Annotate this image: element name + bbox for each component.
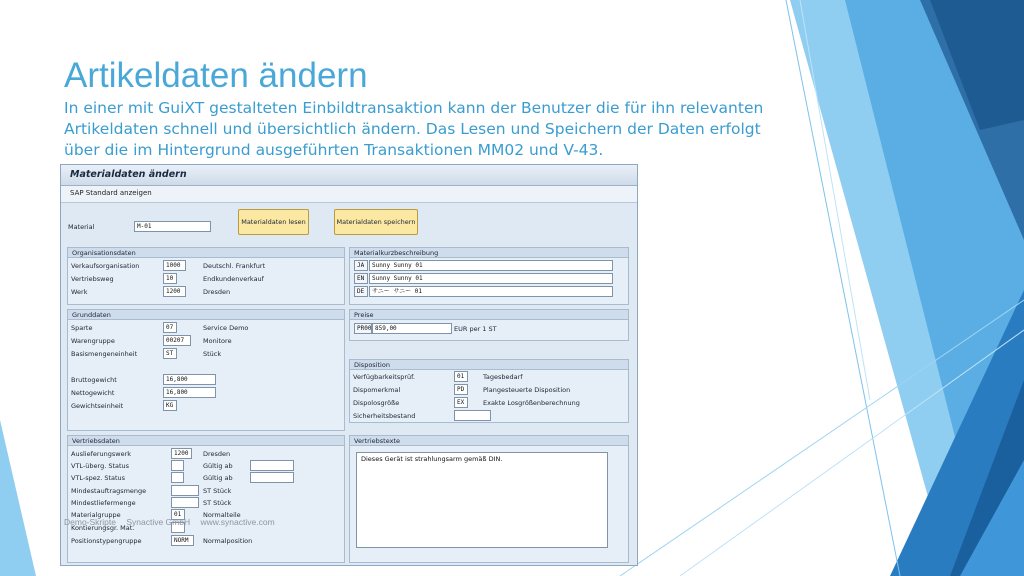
mrp-value[interactable]: EX (454, 397, 468, 408)
price-condition: PR00 (354, 323, 372, 334)
basic-label: Gewichtseinheit (71, 402, 124, 410)
org-label: Verkaufsorganisation (71, 262, 140, 270)
mrp-title: Disposition (354, 361, 390, 369)
sales-value[interactable]: 1200 (171, 448, 192, 459)
price-input[interactable]: 859,00 (372, 323, 452, 334)
org-data-group (67, 247, 345, 305)
sales-value[interactable]: NORM (171, 535, 194, 546)
sales-text: ST Stück (203, 499, 232, 507)
sales-value[interactable] (171, 485, 199, 496)
desc-input[interactable]: Sunny Sunny 01 (369, 273, 613, 284)
price-unit: EUR per 1 ST (454, 325, 497, 333)
valid-from-input[interactable] (250, 472, 294, 483)
footer (64, 517, 283, 527)
sap-title-bar (61, 165, 637, 186)
sales-data-title: Vertriebsdaten (72, 437, 120, 445)
basic-text: Service Demo (203, 324, 249, 332)
basic-data-group (67, 309, 345, 431)
mrp-text: Plangesteuerte Disposition (483, 386, 571, 394)
lang-key: EN (354, 273, 368, 284)
sales-label: Auslieferungswerk (71, 450, 132, 458)
sales-data-group (67, 435, 345, 563)
mrp-value[interactable]: PD (454, 384, 468, 395)
price-title: Preise (354, 311, 374, 319)
lang-key: JA (354, 260, 368, 271)
basic-value[interactable]: 07 (163, 322, 177, 333)
sales-text: Normalposition (203, 537, 253, 545)
price-group (349, 309, 629, 341)
basic-value[interactable]: 16,800 (163, 387, 216, 398)
sales-text: ST Stück (203, 487, 232, 495)
basic-data-title: Grunddaten (72, 311, 111, 319)
desc-input[interactable]: Sunny Sunny 01 (369, 260, 613, 271)
footer-url[interactable]: www.synactive.com (200, 517, 275, 527)
sales-label: Positionstypengruppe (71, 537, 142, 545)
basic-value[interactable]: 00207 (163, 335, 191, 346)
sales-label: Mindestliefermenge (71, 499, 136, 507)
sales-value[interactable] (171, 497, 199, 508)
slide-title: Artikeldaten ändern (64, 56, 368, 95)
sales-text: Dresden (203, 450, 231, 458)
sales-label: VTL-überg. Status (71, 462, 130, 470)
basic-label: Bruttogewicht (71, 376, 117, 384)
sales-text: Gültig ab (203, 462, 233, 470)
sales-texts-title: Vertriebstexte (354, 437, 400, 445)
sales-label: Mindestauftragsmenge (71, 487, 147, 495)
lang-key: DE (354, 286, 368, 297)
read-material-button[interactable]: Materialdaten lesen (238, 209, 309, 235)
sales-value[interactable] (171, 472, 184, 483)
valid-from-input[interactable] (250, 460, 294, 471)
sales-label: Materialgruppe (71, 511, 121, 519)
org-value[interactable]: 1000 (163, 260, 186, 271)
org-text: Deutschl. Frankfurt (203, 262, 266, 270)
org-label: Vertriebsweg (71, 275, 114, 283)
mrp-label: Verfügbarkeitsprüf. (353, 373, 416, 381)
mrp-label: Dispolosgröße (353, 399, 400, 407)
save-material-button[interactable]: Materialdaten speichern (334, 209, 418, 235)
sap-window (60, 164, 638, 566)
slide-subtitle: In einer mit GuiXT gestalteten Einbildtransaktion kann der Benutzer die für ihn relevanten Artikeldaten schnell und übersichtlich ändern. Das Lesen und Speichern der Daten erfolgt über die im Hintergrund ausgeführten Transaktionen MM02 und V-43. (64, 99, 764, 159)
org-text: Dresden (203, 288, 231, 296)
material-input[interactable]: M-01 (134, 221, 211, 232)
org-value[interactable]: 10 (163, 273, 177, 284)
sales-text: Gültig ab (203, 474, 233, 482)
basic-text: Stück (203, 350, 222, 358)
sales-label: Kontierungsgr. Mat. (71, 524, 135, 532)
org-value[interactable]: 1200 (163, 286, 186, 297)
basic-value[interactable]: ST (163, 348, 177, 359)
mrp-label: Dispomerkmal (353, 386, 401, 394)
sales-texts-group (349, 435, 629, 563)
sales-value[interactable]: 01 (171, 509, 185, 520)
mrp-value[interactable]: 01 (454, 371, 468, 382)
sap-window-title: Materialdaten ändern (70, 169, 187, 180)
org-data-title: Organisationsdaten (72, 249, 136, 257)
sales-text-area[interactable]: Dieses Gerät ist strahlungsarm gemäß DIN. (356, 452, 608, 548)
sales-text: Normalteile (203, 511, 241, 519)
basic-text: Monitore (203, 337, 232, 345)
safety-stock-input[interactable] (454, 410, 491, 421)
footer-left: Demo-Skripte (64, 517, 116, 527)
short-desc-group (349, 247, 629, 305)
short-desc-title: Materialkurzbeschreibung (354, 249, 439, 257)
mrp-group (349, 359, 629, 423)
org-text: Endkundenverkauf (203, 275, 264, 283)
basic-label: Nettogewicht (71, 389, 115, 397)
basic-label: Basismengeneinheit (71, 350, 138, 358)
mrp-text: Exakte Losgrößenberechnung (483, 399, 580, 407)
mrp-text: Tagesbedarf (483, 373, 523, 381)
org-label: Werk (71, 288, 88, 296)
basic-value[interactable]: 16,800 (163, 374, 216, 385)
material-label: Material (68, 223, 95, 231)
desc-input[interactable]: サニー サニー 01 (369, 286, 613, 297)
basic-value[interactable]: KG (163, 400, 177, 411)
sales-label: VTL-spez. Status (71, 474, 126, 482)
sap-standard-link[interactable]: SAP Standard anzeigen (70, 189, 152, 197)
mrp-label: Sicherheitsbestand (353, 412, 416, 420)
basic-label: Sparte (71, 324, 93, 332)
sap-toolbar (61, 186, 637, 203)
basic-label: Warengruppe (71, 337, 115, 345)
footer-company: Synactive GmbH (126, 517, 191, 527)
sales-value[interactable] (171, 460, 184, 471)
